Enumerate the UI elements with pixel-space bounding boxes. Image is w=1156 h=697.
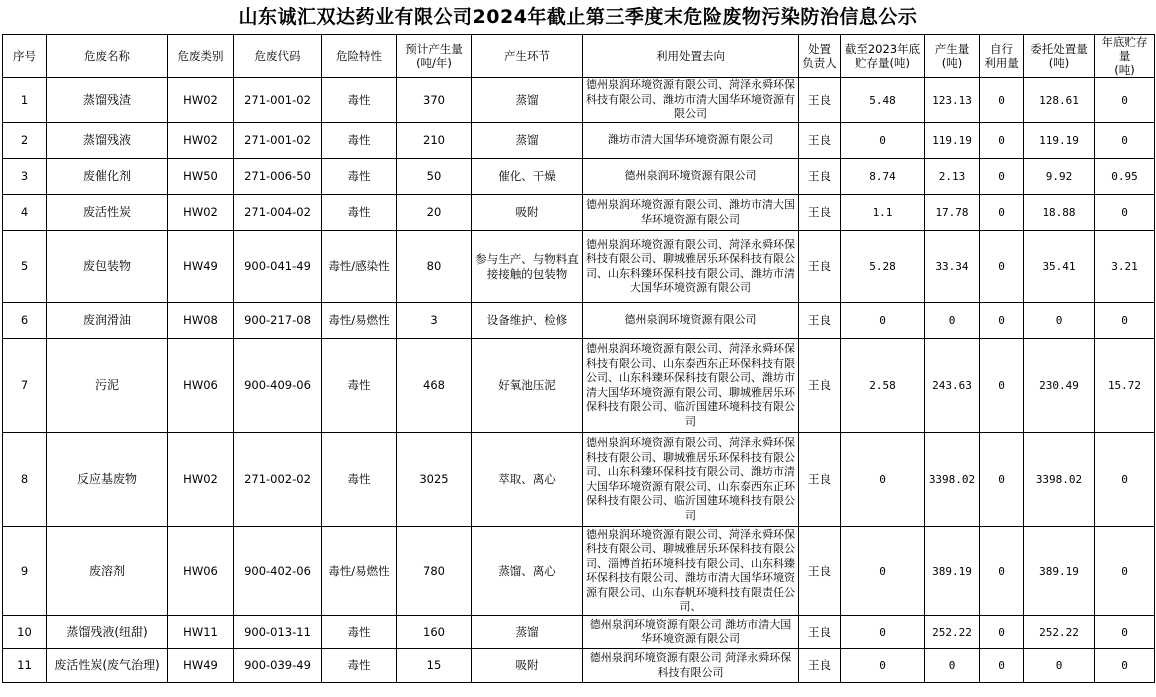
cell-destination: 潍坊市清大国华环境资源有限公司: [583, 123, 799, 159]
cell-produced: 3398.02: [925, 433, 980, 527]
cell-process: 蒸馏、离心: [472, 527, 583, 616]
col-header-entrusted: [1024, 35, 1095, 78]
cell-name: 蒸馏残液(纽甜): [47, 616, 168, 649]
cell-produced: 2.13: [925, 159, 980, 195]
cell-yearend: 15.72: [1095, 339, 1155, 433]
cell-self-use: 0: [980, 303, 1024, 339]
cell-destination: 德州泉润环境资源有限公司、菏泽永舜环保科技有限公司、聊城雅居乐环保科技有限公司、山东科臻环保科技有限公司、潍坊市清大国华环境资源有限公司、山东泰西东正环保科技有限公司、临沂国建环境科技有限公司: [583, 433, 799, 527]
cell-stock2023: 0: [841, 433, 925, 527]
cell-category: HW49: [168, 231, 234, 303]
cell-no: 3: [3, 159, 47, 195]
col-header-self-line2: 利用量: [984, 56, 1019, 70]
cell-code: 900-409-06: [234, 339, 322, 433]
col-header-expected: [397, 35, 472, 78]
cell-produced: 243.63: [925, 339, 980, 433]
cell-entrusted: 119.19: [1024, 123, 1095, 159]
page-title: 山东诚汇双达药业有限公司2024年截止第三季度末危险废物污染防治信息公示: [238, 6, 918, 28]
table-header-row: [3, 35, 1155, 78]
cell-hazard: 毒性: [322, 649, 397, 683]
cell-expected: 210: [397, 123, 472, 159]
col-header-produced: [925, 35, 980, 78]
cell-process: 蒸馏: [472, 123, 583, 159]
col-header-entrusted-line1: 委托处置量: [1030, 42, 1088, 56]
cell-entrusted: 230.49: [1024, 339, 1095, 433]
cell-hazard: 毒性: [322, 78, 397, 123]
col-header-manager-line2: 负责人: [802, 56, 837, 70]
cell-expected: 3: [397, 303, 472, 339]
cell-manager: 王良: [799, 123, 841, 159]
cell-name: 蒸馏残液: [47, 123, 168, 159]
cell-hazard: 毒性/感染性: [322, 231, 397, 303]
cell-manager: 王良: [799, 231, 841, 303]
cell-no: 9: [3, 527, 47, 616]
cell-entrusted: 35.41: [1024, 231, 1095, 303]
cell-entrusted: 128.61: [1024, 78, 1095, 123]
cell-produced: 252.22: [925, 616, 980, 649]
cell-name: 废溶剂: [47, 527, 168, 616]
table-row: [3, 339, 1155, 433]
cell-self-use: 0: [980, 195, 1024, 231]
cell-process: 吸附: [472, 649, 583, 683]
cell-code: 900-217-08: [234, 303, 322, 339]
cell-process: 蒸馏: [472, 78, 583, 123]
cell-destination: 德州泉润环境资源有限公司、菏泽永舜环保科技有限公司、聊城雅居乐环保科技有限公司、淄博首拓环境科技有限公司、山东科臻环保科技有限公司、潍坊市清大国华环境资源有限公司、山东春帆环境科技有限责任公司、: [583, 527, 799, 616]
col-header-no: 序号: [3, 35, 47, 78]
cell-code: 271-004-02: [234, 195, 322, 231]
table-row: [3, 159, 1155, 195]
table-row: [3, 616, 1155, 649]
cell-hazard: 毒性: [322, 195, 397, 231]
cell-self-use: 0: [980, 339, 1024, 433]
cell-code: 900-013-11: [234, 616, 322, 649]
cell-code: 900-041-49: [234, 231, 322, 303]
cell-stock2023: 0: [841, 303, 925, 339]
cell-category: HW02: [168, 433, 234, 527]
cell-yearend: 0: [1095, 616, 1155, 649]
cell-entrusted: 0: [1024, 303, 1095, 339]
col-header-code: 危废代码: [234, 35, 322, 78]
cell-self-use: 0: [980, 433, 1024, 527]
cell-entrusted: 18.88: [1024, 195, 1095, 231]
cell-expected: 20: [397, 195, 472, 231]
cell-expected: 3025: [397, 433, 472, 527]
cell-name: 反应基废物: [47, 433, 168, 527]
cell-produced: 119.19: [925, 123, 980, 159]
col-header-hazard: 危险特性: [322, 35, 397, 78]
cell-entrusted: 0: [1024, 649, 1095, 683]
cell-process: 萃取、离心: [472, 433, 583, 527]
cell-self-use: 0: [980, 527, 1024, 616]
cell-code: 271-001-02: [234, 78, 322, 123]
table-row: [3, 195, 1155, 231]
table-row: [3, 78, 1155, 123]
col-header-category: 危废类别: [168, 35, 234, 78]
cell-produced: 123.13: [925, 78, 980, 123]
cell-no: 4: [3, 195, 47, 231]
cell-entrusted: 389.19: [1024, 527, 1095, 616]
cell-stock2023: 0: [841, 616, 925, 649]
cell-produced: 17.78: [925, 195, 980, 231]
cell-entrusted: 9.92: [1024, 159, 1095, 195]
col-header-yearend: [1095, 35, 1155, 78]
cell-code: 271-006-50: [234, 159, 322, 195]
cell-destination: 德州泉润环境资源有限公司: [583, 303, 799, 339]
cell-destination: 德州泉润环境资源有限公司、潍坊市清大国华环境资源有限公司: [583, 195, 799, 231]
col-header-expected-line1: 预计产生量: [405, 42, 463, 56]
cell-self-use: 0: [980, 231, 1024, 303]
cell-manager: 王良: [799, 195, 841, 231]
cell-category: HW02: [168, 195, 234, 231]
cell-process: 好氧池压泥: [472, 339, 583, 433]
col-header-self-use: [980, 35, 1024, 78]
cell-yearend: 0.95: [1095, 159, 1155, 195]
cell-manager: 王良: [799, 433, 841, 527]
cell-category: HW02: [168, 123, 234, 159]
cell-code: 900-039-49: [234, 649, 322, 683]
col-header-name: 危废名称: [47, 35, 168, 78]
cell-name: 蒸馏残渣: [47, 78, 168, 123]
cell-code: 271-001-02: [234, 123, 322, 159]
cell-yearend: 0: [1095, 527, 1155, 616]
cell-manager: 王良: [799, 616, 841, 649]
cell-category: HW02: [168, 78, 234, 123]
cell-yearend: 0: [1095, 303, 1155, 339]
cell-hazard: 毒性: [322, 159, 397, 195]
cell-yearend: 0: [1095, 433, 1155, 527]
cell-expected: 50: [397, 159, 472, 195]
cell-manager: 王良: [799, 303, 841, 339]
cell-hazard: 毒性: [322, 433, 397, 527]
cell-produced: 0: [925, 649, 980, 683]
cell-expected: 370: [397, 78, 472, 123]
col-header-expected-line2: (吨/年): [416, 56, 452, 70]
cell-category: HW06: [168, 527, 234, 616]
cell-yearend: 0: [1095, 78, 1155, 123]
cell-expected: 15: [397, 649, 472, 683]
cell-entrusted: 252.22: [1024, 616, 1095, 649]
col-header-manager-line1: 处置: [808, 42, 831, 56]
cell-manager: 王良: [799, 159, 841, 195]
cell-produced: 389.19: [925, 527, 980, 616]
col-header-stock2023: [841, 35, 925, 78]
col-header-stock2023-line1: 截至2023年底: [844, 42, 921, 56]
table-row: [3, 649, 1155, 683]
cell-hazard: 毒性: [322, 339, 397, 433]
cell-self-use: 0: [980, 123, 1024, 159]
cell-stock2023: 5.28: [841, 231, 925, 303]
cell-stock2023: 5.48: [841, 78, 925, 123]
cell-stock2023: 0: [841, 527, 925, 616]
cell-process: 参与生产、与物料直接接触的包装物: [472, 231, 583, 303]
cell-manager: 王良: [799, 339, 841, 433]
cell-category: HW49: [168, 649, 234, 683]
cell-self-use: 0: [980, 616, 1024, 649]
cell-yearend: 3.21: [1095, 231, 1155, 303]
cell-stock2023: 0: [841, 123, 925, 159]
col-header-destination: 利用处置去向: [583, 35, 799, 78]
cell-stock2023: 2.58: [841, 339, 925, 433]
cell-stock2023: 0: [841, 649, 925, 683]
cell-category: HW50: [168, 159, 234, 195]
cell-no: 8: [3, 433, 47, 527]
cell-destination: 德州泉润环境资源有限公司、菏泽永舜环保科技有限公司、聊城雅居乐环保科技有限公司、山东科臻环保科技有限公司、潍坊市清大国华环境资源有限公司: [583, 231, 799, 303]
cell-process: 设备维护、检修: [472, 303, 583, 339]
cell-name: 污泥: [47, 339, 168, 433]
cell-hazard: 毒性/易燃性: [322, 527, 397, 616]
cell-self-use: 0: [980, 159, 1024, 195]
cell-no: 10: [3, 616, 47, 649]
cell-no: 6: [3, 303, 47, 339]
cell-expected: 160: [397, 616, 472, 649]
hazardous-waste-table: [2, 34, 1155, 683]
cell-hazard: 毒性: [322, 616, 397, 649]
table-row: [3, 303, 1155, 339]
cell-no: 1: [3, 78, 47, 123]
col-header-yearend-line1: 年底贮存量: [1101, 35, 1148, 63]
cell-yearend: 0: [1095, 123, 1155, 159]
table-row: [3, 433, 1155, 527]
cell-entrusted: 3398.02: [1024, 433, 1095, 527]
cell-produced: 0: [925, 303, 980, 339]
cell-destination: 德州泉润环境资源有限公司 潍坊市清大国华环境资源有限公司: [583, 616, 799, 649]
cell-name: 废活性炭(废气治理): [47, 649, 168, 683]
cell-stock2023: 1.1: [841, 195, 925, 231]
cell-self-use: 0: [980, 649, 1024, 683]
cell-name: 废润滑油: [47, 303, 168, 339]
cell-manager: 王良: [799, 649, 841, 683]
table-row: [3, 231, 1155, 303]
cell-no: 2: [3, 123, 47, 159]
cell-code: 271-002-02: [234, 433, 322, 527]
cell-category: HW11: [168, 616, 234, 649]
cell-manager: 王良: [799, 527, 841, 616]
col-header-produced-line1: 产生量: [934, 42, 970, 56]
cell-process: 催化、干燥: [472, 159, 583, 195]
cell-process: 蒸馏: [472, 616, 583, 649]
cell-expected: 80: [397, 231, 472, 303]
cell-category: HW08: [168, 303, 234, 339]
cell-stock2023: 8.74: [841, 159, 925, 195]
cell-produced: 33.34: [925, 231, 980, 303]
cell-code: 900-402-06: [234, 527, 322, 616]
cell-destination: 德州泉润环境资源有限公司、菏泽永舜环保科技有限公司、潍坊市清大国华环境资源有限公司: [583, 78, 799, 123]
cell-hazard: 毒性: [322, 123, 397, 159]
cell-expected: 468: [397, 339, 472, 433]
cell-manager: 王良: [799, 78, 841, 123]
cell-yearend: 0: [1095, 649, 1155, 683]
cell-destination: 德州泉润环境资源有限公司: [583, 159, 799, 195]
cell-process: 吸附: [472, 195, 583, 231]
cell-yearend: 0: [1095, 195, 1155, 231]
cell-destination: 德州泉润环境资源有限公司 菏泽永舜环保科技有限公司: [583, 649, 799, 683]
col-header-stock2023-line2: 贮存量(吨): [855, 56, 910, 70]
cell-hazard: 毒性/易燃性: [322, 303, 397, 339]
cell-no: 5: [3, 231, 47, 303]
col-header-entrusted-line2: (吨): [1048, 56, 1070, 70]
cell-self-use: 0: [980, 78, 1024, 123]
cell-no: 11: [3, 649, 47, 683]
col-header-self-line1: 自行: [990, 42, 1013, 56]
cell-destination: 德州泉润环境资源有限公司、菏泽永舜环保科技有限公司、山东泰西东正环保科技有限公司、山东科臻环保科技有限公司、潍坊市清大国华环境资源有限公司、聊城雅居乐环保科技有限公司、临沂国建环境科技有限公司: [583, 339, 799, 433]
cell-no: 7: [3, 339, 47, 433]
col-header-yearend-line2: (吨): [1114, 63, 1135, 77]
table-row: [3, 123, 1155, 159]
cell-name: 废包装物: [47, 231, 168, 303]
cell-category: HW06: [168, 339, 234, 433]
col-header-process: 产生环节: [472, 35, 583, 78]
cell-expected: 780: [397, 527, 472, 616]
col-header-produced-line2: (吨): [941, 56, 963, 70]
table-row: [3, 527, 1155, 616]
cell-name: 废催化剂: [47, 159, 168, 195]
cell-name: 废活性炭: [47, 195, 168, 231]
col-header-manager: [799, 35, 841, 78]
